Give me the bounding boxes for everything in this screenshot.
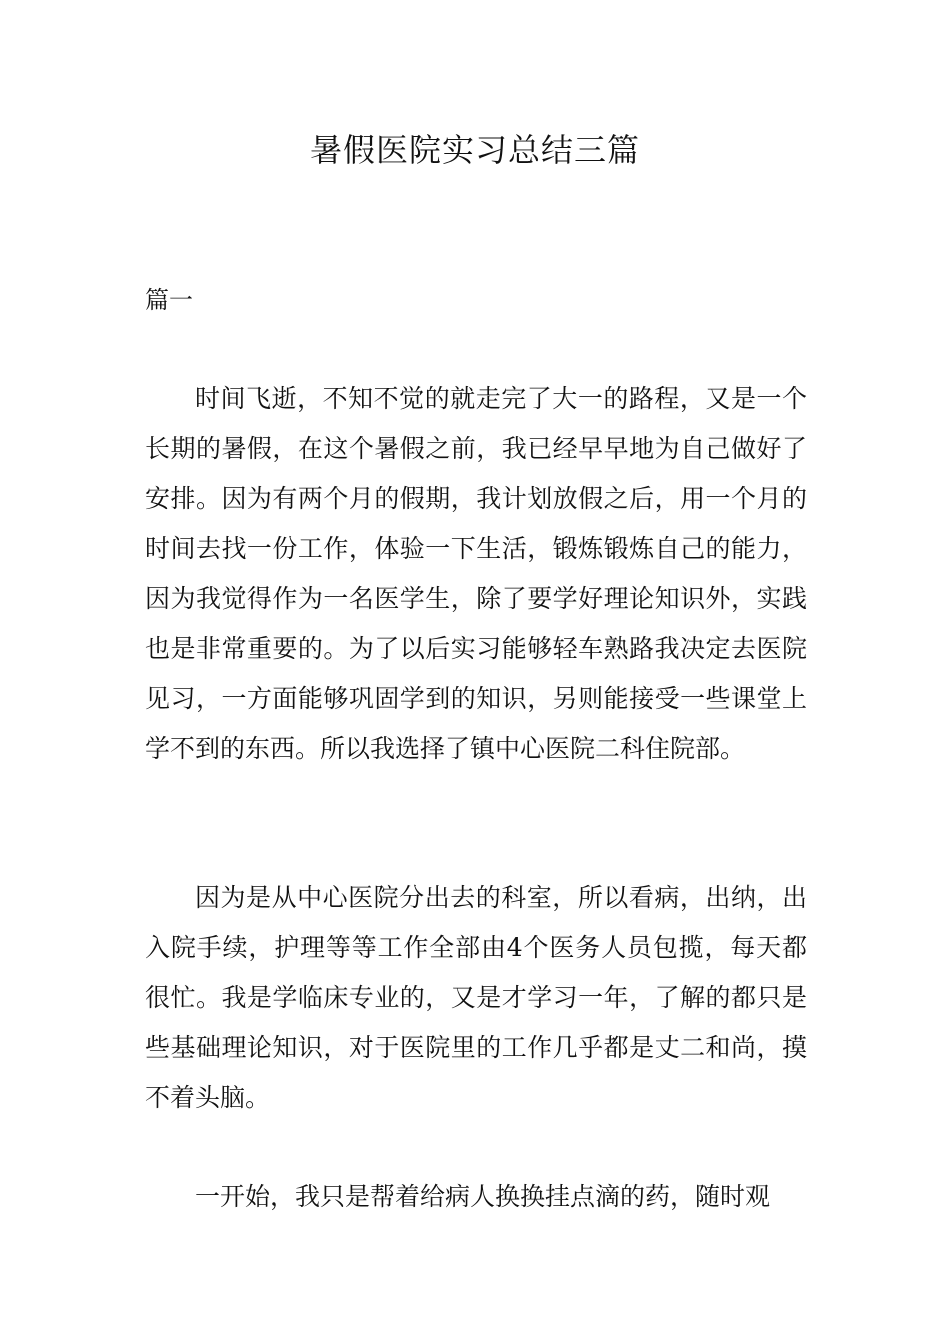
paragraph-2: 因为是从中心医院分出去的科室，所以看病，出纳，出入院手续，护理等等工作全部由4个医务人员包揽，每天都很忙。我是学临床专业的，又是才学习一年，了解的都只是些基础理论知识，对于医院里的工作几乎都是丈二和尚，摸不着头脑。 [145,883,807,1112]
paragraph-1: 时间飞逝，不知不觉的就走完了大一的路程，又是一个长期的暑假，在这个暑假之前，我已经早早地为自己做好了安排。因为有两个月的假期，我计划放假之后，用一个月的时间去找一份工作，体验一下生活，锻炼锻炼自己的能力，因为我觉得作为一名医学生，除了要学好理论知识外，实践也是非常重要的。为了以后实习能够轻车熟路我决定去医院见习，一方面能够巩固学到的知识，另则能接受一些课堂上学不到的东西。所以我选择了镇中心医院二科住院部。 [145,384,807,763]
section-heading: 篇一 [145,286,193,314]
document-title: 暑假医院实习总结三篇 [309,131,640,169]
paragraph-3: 一开始，我只是帮着给病人换换挂点滴的药，随时观 [195,1182,771,1211]
